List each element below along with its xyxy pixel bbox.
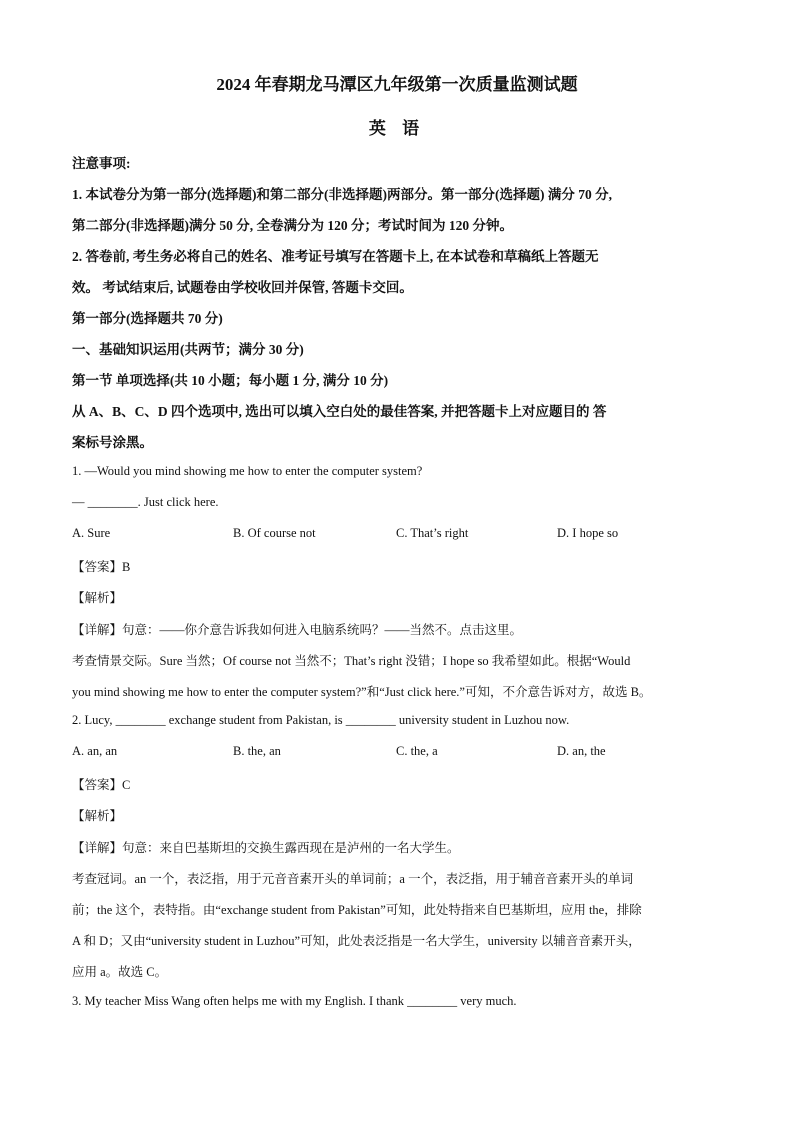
q2-stem: 2. Lucy, ________ exchange student from Pakistan, is ________ university student in Luzhou now. — [72, 713, 570, 727]
q2-explanation-line-3: A 和 D；又由“university student in Luzhou”可知，此处表泛指是一名大学生，university 以辅音音素开头， — [72, 934, 641, 948]
q2-explanation-line-1: 考查冠词。an 一个，表泛指，用于元音音素开头的单词前；a 一个，表泛指，用于辅音音素开头的单词 — [72, 872, 634, 886]
part1-heading: 第一部分(选择题共 70 分) — [72, 311, 223, 326]
q2-explanation-line-4: 应用 a。故选 C。 — [72, 965, 168, 979]
note-2-line-2: 效。 考试结束后, 试题卷由学校收回并保管, 答题卡交回。 — [72, 280, 413, 295]
note-1-line-2: 第二部分(非选择题)满分 50 分, 全卷满分为 120 分；考试时间为 120 分钟。 — [72, 218, 513, 233]
q2-option-d: D. an, the — [557, 744, 606, 758]
q1-detail: 【详解】句意：——你介意告诉我如何进入电脑系统吗？——当然不。点击这里。 — [72, 623, 523, 637]
q2-option-a: A. an, an — [72, 744, 118, 758]
q1-analysis-label: 【解析】 — [72, 591, 123, 605]
section1-heading: 一、基础知识运用(共两节；满分 30 分) — [72, 342, 304, 357]
q1-stem: 1. —Would you mind showing me how to enter the computer system? — [72, 464, 423, 478]
q3-stem: 3. My teacher Miss Wang often helps me with my English. I thank ________ very much. — [72, 994, 517, 1008]
q2-option-b: B. the, an — [233, 744, 281, 758]
exam-title: 2024 年春期龙马潭区九年级第一次质量监测试题 — [216, 75, 578, 94]
q1-explanation-line-1: 考查情景交际。Sure 当然；Of course not 当然不；That’s right 没错；I hope so 我希望如此。根据“Would — [72, 654, 631, 668]
q1-option-d: D. I hope so — [557, 526, 619, 540]
subject-title: 英 语 — [368, 119, 426, 138]
q2-explanation-line-2: 前；the 这个，表特指。由“exchange student from Pakistan”可知，此处特指来自巴基斯坦，应用 the，排除 — [72, 903, 642, 917]
instructions-line-1: 从 A、B、C、D 四个选项中, 选出可以填入空白处的最佳答案, 并把答题卡上对应题目的 答 — [72, 404, 607, 419]
q2-answer: 【答案】C — [72, 778, 131, 792]
q1-answer: 【答案】B — [72, 560, 131, 574]
q1-option-a: A. Sure — [72, 526, 111, 540]
q1-option-c: C. That’s right — [396, 526, 469, 540]
note-1-line-1: 1. 本试卷分为第一部分(选择题)和第二部分(非选择题)两部分。第一部分(选择题) 满分 70 分, — [72, 187, 612, 202]
q2-detail: 【详解】句意：来自巴基斯坦的交换生露西现在是泸州的一名大学生。 — [72, 841, 460, 855]
q2-option-c: C. the, a — [396, 744, 438, 758]
q1-explanation-line-2: you mind showing me how to enter the computer system?”和“Just click here.”可知，不介意告诉对方，故选 B。 — [72, 685, 652, 699]
q2-analysis-label: 【解析】 — [72, 809, 123, 823]
q1-reply: — ________. Just click here. — [72, 495, 219, 509]
q1-option-b: B. Of course not — [233, 526, 316, 540]
instructions-line-2: 案标号涂黑。 — [72, 435, 153, 450]
notes-heading: 注意事项: — [72, 156, 131, 171]
note-2-line-1: 2. 答卷前, 考生务必将自己的姓名、准考证号填写在答题卡上, 在本试卷和草稿纸上答题无 — [72, 249, 599, 264]
section1-1-heading: 第一节 单项选择(共 10 小题；每小题 1 分, 满分 10 分) — [72, 373, 389, 388]
